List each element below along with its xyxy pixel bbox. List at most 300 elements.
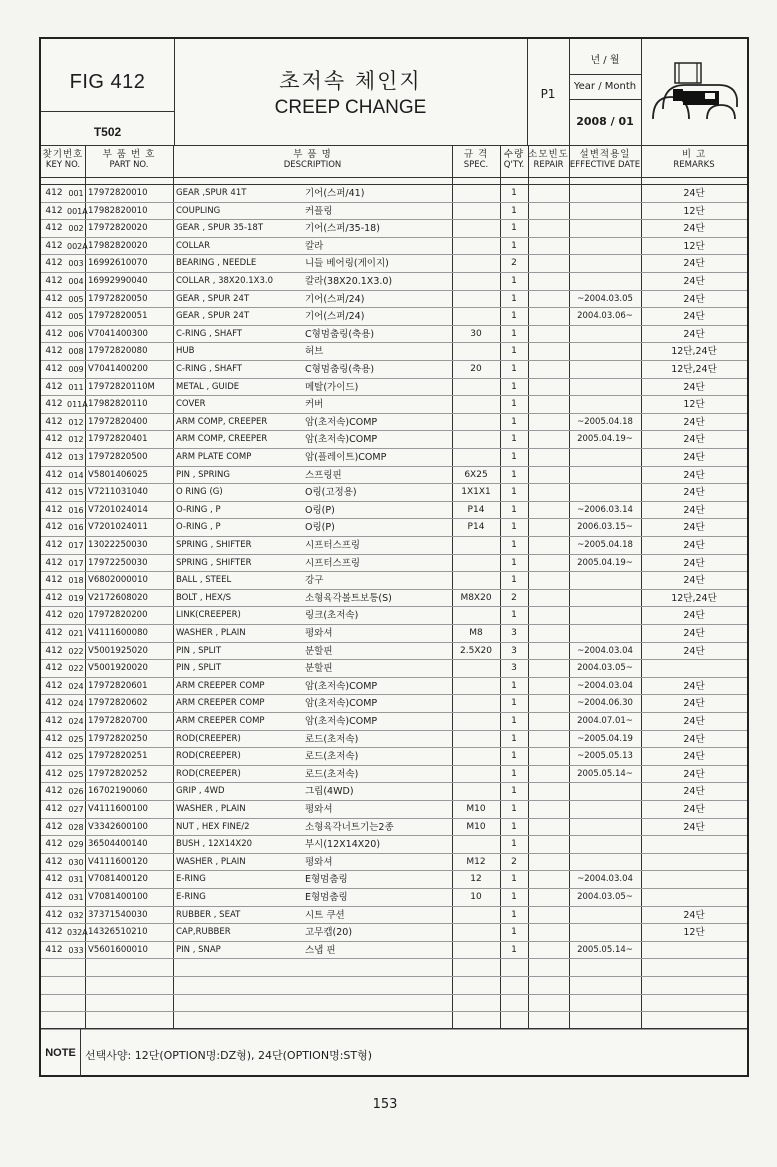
cell-key: 031 bbox=[68, 893, 84, 902]
cell-eff: ~2004.03.04 bbox=[577, 645, 633, 656]
cell-fig: 412 bbox=[45, 223, 63, 234]
parts-sheet bbox=[39, 37, 749, 1077]
cell-key: 019 bbox=[68, 593, 84, 603]
cell-qty: 1 bbox=[511, 364, 517, 374]
cell-desc-en: PIN , SNAP bbox=[176, 944, 221, 955]
cell-desc-en: O-RING , P bbox=[176, 522, 221, 533]
cell-part: V7081400120 bbox=[88, 874, 148, 885]
cell-fig: 412 bbox=[45, 645, 63, 656]
cell-desc-en: O RING (G) bbox=[176, 487, 223, 498]
page-code: P1 bbox=[540, 87, 556, 101]
table-row bbox=[41, 361, 747, 379]
cell-fig: 412 bbox=[45, 751, 63, 762]
cell-remarks: 24단 bbox=[683, 575, 705, 587]
cell-desc-en: CAP,RUBBER bbox=[176, 927, 231, 938]
cell-remarks: 24단 bbox=[683, 434, 705, 446]
cell-part: 17972820110M bbox=[88, 381, 155, 392]
cell-key: 008 bbox=[68, 347, 84, 357]
cell-eff: 2005.05.14~ bbox=[577, 768, 633, 779]
cell-fig: 412 bbox=[45, 610, 63, 621]
cell-remarks: 24단 bbox=[683, 540, 705, 551]
cell-part: 17972820601 bbox=[88, 680, 148, 691]
cell-qty: 1 bbox=[511, 944, 517, 955]
table-row bbox=[41, 273, 747, 291]
cell-remarks: 24단 bbox=[683, 188, 705, 199]
cell-fig: 412 bbox=[45, 328, 63, 339]
cell-spec: 20 bbox=[470, 364, 482, 374]
cell-part: 17972820050 bbox=[88, 293, 148, 304]
cell-remarks: 24단 bbox=[683, 698, 705, 710]
cell-remarks: 24단 bbox=[683, 487, 705, 499]
cell-eff: ~2005.04.18 bbox=[577, 540, 633, 550]
cell-desc-en: GEAR , SPUR 24T bbox=[176, 311, 250, 322]
cell-qty: 1 bbox=[511, 716, 517, 726]
cell-part: 16702190060 bbox=[88, 786, 148, 797]
cell-qty: 1 bbox=[511, 751, 517, 762]
cell-key: 018 bbox=[68, 576, 84, 586]
cell-key: 006 bbox=[68, 329, 84, 339]
cell-desc-ko: E형멈춤링 bbox=[305, 874, 348, 886]
cell-eff: ~2005.04.18 bbox=[577, 416, 633, 427]
cell-key: 029 bbox=[68, 840, 84, 850]
cell-remarks: 24단 bbox=[683, 557, 705, 569]
cell-desc-en: WASHER , PLAIN bbox=[176, 856, 246, 867]
cell-desc-en: WASHER , PLAIN bbox=[176, 804, 246, 814]
cell-desc-ko: 로드(초저속) bbox=[305, 768, 359, 780]
cell-qty: 1 bbox=[511, 874, 517, 885]
cell-qty: 1 bbox=[511, 610, 517, 621]
table-row bbox=[41, 871, 747, 889]
table-row bbox=[41, 572, 747, 590]
cell-desc-en: GEAR , SPUR 35-18T bbox=[176, 223, 264, 234]
year-month-label-ko: 년 / 월 bbox=[590, 55, 620, 66]
cell-qty: 1 bbox=[511, 804, 517, 814]
cell-key: 025 bbox=[68, 752, 84, 762]
cell-remarks: 24단 bbox=[683, 680, 705, 692]
cell-remarks: 12단 bbox=[683, 927, 705, 939]
cell-key: 014 bbox=[68, 470, 84, 480]
cell-remarks: 24단 bbox=[683, 293, 705, 305]
cell-key: 015 bbox=[68, 488, 84, 498]
cell-part: 17972820602 bbox=[88, 698, 148, 709]
cell-remarks: 12단 bbox=[683, 205, 705, 217]
title-korean: 초저속 체인지 bbox=[279, 69, 422, 93]
table-row bbox=[41, 660, 747, 678]
cell-key: 009 bbox=[68, 365, 84, 374]
cell-part: 17982820020 bbox=[88, 240, 148, 251]
table-row bbox=[41, 854, 747, 872]
cell-desc-ko: 고무캡(20) bbox=[305, 927, 353, 939]
cell-desc-ko: 암(플레이트)COMP bbox=[305, 452, 387, 463]
cell-qty: 3 bbox=[511, 628, 517, 638]
cell-remarks: 24단 bbox=[683, 751, 705, 763]
col-header-key: 찾기번호 KEY NO. bbox=[42, 149, 84, 170]
cell-key: 028 bbox=[68, 822, 84, 832]
cell-eff: 2004.03.06~ bbox=[577, 311, 633, 322]
cell-remarks: 24단 bbox=[683, 786, 705, 798]
cell-remarks: 24단 bbox=[683, 469, 705, 481]
cell-remarks: 24단 bbox=[683, 504, 705, 516]
cell-remarks: 12단,24단 bbox=[671, 346, 717, 358]
table-row bbox=[41, 326, 747, 344]
table-row bbox=[41, 731, 747, 749]
cell-part: 17972820200 bbox=[88, 610, 148, 621]
col-header-repair: 소모빈도 REPAIR bbox=[528, 149, 569, 170]
table-row bbox=[41, 484, 747, 502]
cell-qty: 1 bbox=[511, 927, 517, 938]
table-row bbox=[41, 467, 747, 485]
cell-fig: 412 bbox=[45, 821, 63, 832]
cell-fig: 412 bbox=[45, 188, 63, 198]
cell-qty: 1 bbox=[511, 892, 517, 902]
cell-desc-en: GRIP , 4WD bbox=[176, 786, 225, 797]
cell-desc-ko: 커버 bbox=[305, 399, 324, 411]
cell-desc-en: ARM PLATE COMP bbox=[176, 452, 252, 462]
cell-fig: 412 bbox=[45, 540, 63, 550]
cell-spec: M8 bbox=[469, 628, 483, 638]
cell-desc-en: GEAR ,SPUR 41T bbox=[176, 188, 247, 198]
cell-fig: 412 bbox=[45, 452, 63, 462]
table-row bbox=[41, 819, 747, 837]
cell-desc-en: E-RING bbox=[176, 892, 206, 902]
cell-key: 011A bbox=[67, 400, 88, 410]
cell-desc-en: COLLAR bbox=[176, 240, 211, 251]
cell-fig: 412 bbox=[45, 874, 63, 885]
cell-spec: M10 bbox=[466, 804, 486, 814]
cell-desc-en: E-RING bbox=[176, 874, 206, 885]
cell-fig: 412 bbox=[45, 364, 63, 374]
cell-desc-en: ROD(CREEPER) bbox=[176, 768, 241, 779]
cell-key: 001A bbox=[67, 206, 88, 216]
cell-qty: 3 bbox=[511, 663, 517, 674]
cell-qty: 1 bbox=[511, 293, 517, 304]
cell-part: 17972820250 bbox=[88, 733, 148, 744]
cell-key: 030 bbox=[68, 857, 84, 867]
cell-fig: 412 bbox=[45, 205, 63, 216]
cell-part: V5001920020 bbox=[88, 663, 148, 674]
table-row bbox=[41, 766, 747, 784]
model-code: T502 bbox=[93, 125, 122, 139]
cell-eff: ~2004.03.05 bbox=[577, 293, 633, 304]
cell-desc-ko: 시트 쿠션 bbox=[305, 909, 345, 921]
cell-fig: 412 bbox=[45, 346, 63, 357]
cell-qty: 1 bbox=[511, 452, 517, 462]
table-row bbox=[41, 607, 747, 625]
cell-desc-en: NUT , HEX FINE/2 bbox=[176, 821, 250, 832]
cell-desc-en: METAL , GUIDE bbox=[176, 381, 240, 392]
table-row bbox=[41, 678, 747, 696]
cell-fig: 412 bbox=[45, 804, 63, 814]
col-header-effective-date: 설변적용일 EFFECTIVE DATE bbox=[569, 149, 641, 170]
cell-desc-ko: 기어(스퍼/24) bbox=[305, 311, 365, 323]
table-row bbox=[41, 519, 747, 537]
cell-qty: 2 bbox=[511, 592, 517, 603]
cell-qty: 1 bbox=[511, 786, 517, 797]
cell-desc-en: RUBBER , SEAT bbox=[176, 909, 241, 920]
cell-key: 025 bbox=[68, 769, 84, 779]
note-label: NOTE bbox=[45, 1047, 76, 1059]
row-rule bbox=[41, 1011, 747, 1012]
cell-remarks: 24단 bbox=[683, 716, 705, 727]
cell-part: 17972820080 bbox=[88, 346, 148, 357]
cell-desc-ko: 허브 bbox=[305, 346, 324, 358]
cell-desc-en: WASHER , PLAIN bbox=[176, 628, 246, 638]
col-header-part: 부 품 번 호 PART NO. bbox=[102, 149, 156, 170]
row-rule bbox=[41, 976, 747, 977]
cell-qty: 1 bbox=[511, 504, 517, 515]
cell-remarks: 24단 bbox=[683, 768, 705, 780]
cell-qty: 2 bbox=[511, 856, 517, 867]
cell-desc-ko: 평와셔 bbox=[305, 628, 333, 639]
cell-part: V7201024014 bbox=[88, 504, 148, 515]
cell-eff: 2004.07.01~ bbox=[577, 716, 633, 726]
cell-part: V7201024011 bbox=[88, 522, 148, 533]
cell-remarks: 24단 bbox=[683, 452, 705, 463]
table-row bbox=[41, 291, 747, 309]
cell-part: V5601600010 bbox=[88, 944, 148, 955]
cell-key: 022 bbox=[68, 646, 84, 656]
cell-qty: 1 bbox=[511, 680, 517, 691]
cell-desc-en: SPRING , SHIFTER bbox=[176, 557, 252, 568]
cell-fig: 412 bbox=[45, 416, 63, 427]
cell-desc-ko: 암(초저속)COMP bbox=[305, 434, 378, 446]
cell-part: 36504400140 bbox=[88, 839, 148, 850]
cell-desc-ko: 칼라(38X20.1X3.0) bbox=[305, 276, 393, 287]
cell-eff: 2005.04.19~ bbox=[577, 434, 633, 445]
cell-desc-ko: 소형육각너트기는2종 bbox=[305, 821, 394, 833]
cell-key: 021 bbox=[68, 629, 84, 638]
cell-fig: 412 bbox=[45, 469, 63, 480]
cell-spec: M12 bbox=[466, 856, 486, 867]
cell-spec: M8X20 bbox=[460, 592, 492, 603]
table-row bbox=[41, 449, 747, 467]
cell-key: 032A bbox=[67, 928, 88, 938]
cell-part: 17972820400 bbox=[88, 416, 148, 427]
cell-eff: ~2004.03.04 bbox=[577, 874, 633, 885]
cell-qty: 1 bbox=[511, 399, 517, 410]
cell-desc-en: PIN , SPLIT bbox=[176, 663, 222, 674]
cell-desc-ko: 기어(스퍼/41) bbox=[305, 188, 365, 199]
cell-part: 17972250030 bbox=[88, 557, 148, 568]
cell-remarks: 24단 bbox=[683, 733, 705, 745]
cell-desc-ko: 스냅 핀 bbox=[305, 944, 336, 956]
cell-spec: 10 bbox=[470, 892, 482, 902]
cell-part: 17982820110 bbox=[88, 399, 148, 410]
cell-desc-en: BALL , STEEL bbox=[176, 575, 232, 586]
table-row bbox=[41, 220, 747, 238]
cell-remarks: 24단 bbox=[683, 909, 705, 921]
table-row bbox=[41, 783, 747, 801]
cell-part: V7041400300 bbox=[88, 328, 148, 339]
cell-desc-en: O-RING , P bbox=[176, 504, 221, 515]
cell-key: 002A bbox=[67, 241, 88, 251]
cell-desc-en: C-RING , SHAFT bbox=[176, 364, 242, 374]
cell-fig: 412 bbox=[45, 944, 63, 955]
cell-qty: 1 bbox=[511, 276, 517, 286]
cell-key: 031 bbox=[68, 875, 84, 885]
cell-remarks: 24단 bbox=[683, 223, 705, 235]
grid-line bbox=[569, 74, 641, 75]
cell-part: 17972820020 bbox=[88, 223, 148, 234]
table-row bbox=[41, 643, 747, 661]
cell-desc-en: COLLAR , 38X20.1X3.0 bbox=[176, 276, 274, 286]
col-header-spec: 규 격 SPEC. bbox=[463, 149, 489, 170]
cell-key: 033 bbox=[68, 945, 84, 955]
cell-qty: 2 bbox=[511, 258, 517, 269]
cell-spec: 2.5X20 bbox=[460, 645, 492, 656]
cell-desc-ko: 평와셔 bbox=[305, 856, 333, 868]
cell-part: 17972820252 bbox=[88, 768, 148, 779]
cell-qty: 1 bbox=[511, 311, 517, 322]
cell-remarks: 24단 bbox=[683, 610, 705, 622]
cell-fig: 412 bbox=[45, 240, 63, 251]
cell-qty: 1 bbox=[511, 487, 517, 498]
cell-remarks: 24단 bbox=[683, 276, 705, 287]
cell-desc-ko: 시프터스프링 bbox=[305, 540, 361, 551]
cell-part: 13022250030 bbox=[88, 540, 148, 550]
table-row bbox=[41, 555, 747, 573]
cell-desc-ko: 칼라 bbox=[305, 240, 324, 252]
table-row bbox=[41, 203, 747, 221]
cell-qty: 1 bbox=[511, 434, 517, 445]
cell-fig: 412 bbox=[45, 786, 63, 797]
cell-part: 17972820051 bbox=[88, 311, 148, 322]
grid-line bbox=[641, 39, 642, 145]
cell-part: V7211031040 bbox=[88, 487, 148, 498]
cell-part: V4111600100 bbox=[88, 804, 148, 814]
cell-desc-ko: 분할핀 bbox=[305, 645, 333, 657]
cell-desc-ko: 소형육각볼트보통(S) bbox=[305, 592, 392, 604]
cell-desc-ko: 기어(스퍼/35-18) bbox=[305, 223, 380, 235]
cell-qty: 1 bbox=[511, 416, 517, 427]
cell-part: V7041400200 bbox=[88, 364, 148, 374]
cell-qty: 1 bbox=[511, 839, 517, 850]
cell-desc-ko: 부시(12X14X20) bbox=[305, 839, 381, 851]
cell-part: V7081400100 bbox=[88, 892, 148, 902]
cell-part: V4111600080 bbox=[88, 628, 148, 638]
cell-spec: P14 bbox=[467, 504, 485, 515]
cell-remarks: 24단 bbox=[683, 804, 705, 815]
year-month-value: 2008 / 01 bbox=[576, 115, 634, 128]
cell-desc-ko: O링(P) bbox=[305, 504, 335, 516]
cell-remarks: 24단 bbox=[683, 628, 705, 639]
cell-desc-ko: 암(초저속)COMP bbox=[305, 680, 378, 692]
cell-desc-ko: 암(초저속)COMP bbox=[305, 698, 378, 710]
cell-eff: 2006.03.15~ bbox=[577, 522, 633, 533]
cell-key: 003 bbox=[68, 259, 84, 269]
table-row bbox=[41, 748, 747, 766]
cell-desc-ko: 분할핀 bbox=[305, 663, 333, 675]
cell-key: 002 bbox=[68, 224, 84, 234]
cell-spec: 1X1X1 bbox=[461, 487, 491, 498]
cell-key: 020 bbox=[68, 611, 84, 621]
cell-qty: 1 bbox=[511, 557, 517, 568]
cell-eff: 2004.03.05~ bbox=[577, 663, 633, 674]
cell-part: V6802000010 bbox=[88, 575, 148, 586]
grid-line bbox=[80, 1028, 81, 1077]
table-row bbox=[41, 625, 747, 643]
table-row bbox=[41, 308, 747, 326]
cell-key: 017 bbox=[68, 558, 84, 568]
cell-part: 14326510210 bbox=[88, 927, 148, 938]
cell-key: 032 bbox=[68, 910, 84, 920]
cell-desc-en: GEAR , SPUR 24T bbox=[176, 293, 250, 304]
cell-remarks: 12단 bbox=[683, 399, 705, 411]
table-row bbox=[41, 942, 747, 960]
cell-fig: 412 bbox=[45, 504, 63, 515]
cell-remarks: 24단 bbox=[683, 258, 705, 270]
cell-part: V5001925020 bbox=[88, 645, 148, 656]
cell-remarks: 12단,24단 bbox=[671, 364, 717, 375]
cell-key: 027 bbox=[68, 805, 84, 814]
page-number: 153 bbox=[372, 1097, 398, 1112]
cell-fig: 412 bbox=[45, 258, 63, 269]
cell-spec: 6X25 bbox=[464, 469, 488, 480]
cell-fig: 412 bbox=[45, 434, 63, 445]
cell-qty: 1 bbox=[511, 469, 517, 480]
cell-eff: 2005.04.19~ bbox=[577, 557, 633, 568]
col-header-qty: 수량 Q'TY. bbox=[503, 149, 525, 170]
cell-key: 024 bbox=[68, 681, 84, 691]
cell-key: 013 bbox=[68, 453, 84, 462]
table-row bbox=[41, 431, 747, 449]
cell-desc-en: PIN , SPRING bbox=[176, 469, 230, 480]
col-header-desc: 부 품 명 DESCRIPTION bbox=[283, 149, 342, 170]
cell-fig: 412 bbox=[45, 557, 63, 568]
table-row bbox=[41, 924, 747, 942]
cell-part: 17982820010 bbox=[88, 205, 148, 216]
cell-part: 17972820700 bbox=[88, 716, 148, 726]
cell-desc-en: COVER bbox=[176, 399, 206, 410]
cell-fig: 412 bbox=[45, 768, 63, 779]
cell-qty: 1 bbox=[511, 698, 517, 709]
cell-desc-ko: 로드(초저속) bbox=[305, 733, 359, 745]
cell-qty: 1 bbox=[511, 188, 517, 198]
cell-part: V3342600100 bbox=[88, 821, 148, 832]
cell-eff: 2004.03.05~ bbox=[577, 892, 633, 902]
cell-desc-ko: 시프터스프링 bbox=[305, 557, 361, 569]
cell-desc-en: BUSH , 12X14X20 bbox=[176, 839, 253, 850]
cell-desc-en: ARM CREEPER COMP bbox=[176, 716, 265, 726]
cell-desc-ko: O링(고정용) bbox=[305, 487, 357, 499]
cell-key: 016 bbox=[68, 523, 84, 533]
cell-key: 004 bbox=[68, 277, 84, 286]
table-row bbox=[41, 537, 747, 555]
cell-fig: 412 bbox=[45, 663, 63, 674]
cell-desc-ko: 그립(4WD) bbox=[305, 786, 354, 798]
table-row bbox=[41, 836, 747, 854]
cell-eff: ~2006.03.14 bbox=[577, 504, 633, 515]
cell-eff: ~2005.05.13 bbox=[577, 751, 633, 762]
cell-remarks: 24단 bbox=[683, 381, 705, 393]
cell-fig: 412 bbox=[45, 628, 63, 638]
cell-part: 37371540030 bbox=[88, 909, 148, 920]
cell-remarks: 12단,24단 bbox=[671, 592, 717, 604]
cell-part: 16992610070 bbox=[88, 258, 148, 269]
cell-spec: P14 bbox=[467, 522, 485, 533]
cell-part: 17972820500 bbox=[88, 452, 148, 462]
cell-fig: 412 bbox=[45, 311, 63, 322]
cell-desc-ko: 로드(초저속) bbox=[305, 751, 359, 763]
cell-fig: 412 bbox=[45, 399, 63, 410]
title-english: CREEP CHANGE bbox=[274, 97, 427, 118]
cell-desc-ko: E형멈춤링 bbox=[305, 892, 348, 903]
cell-fig: 412 bbox=[45, 698, 63, 709]
cell-qty: 1 bbox=[511, 346, 517, 357]
cell-desc-en: ARM CREEPER COMP bbox=[176, 698, 265, 709]
cell-desc-en: BEARING , NEEDLE bbox=[176, 258, 257, 269]
cell-eff: ~2004.03.04 bbox=[577, 680, 633, 691]
